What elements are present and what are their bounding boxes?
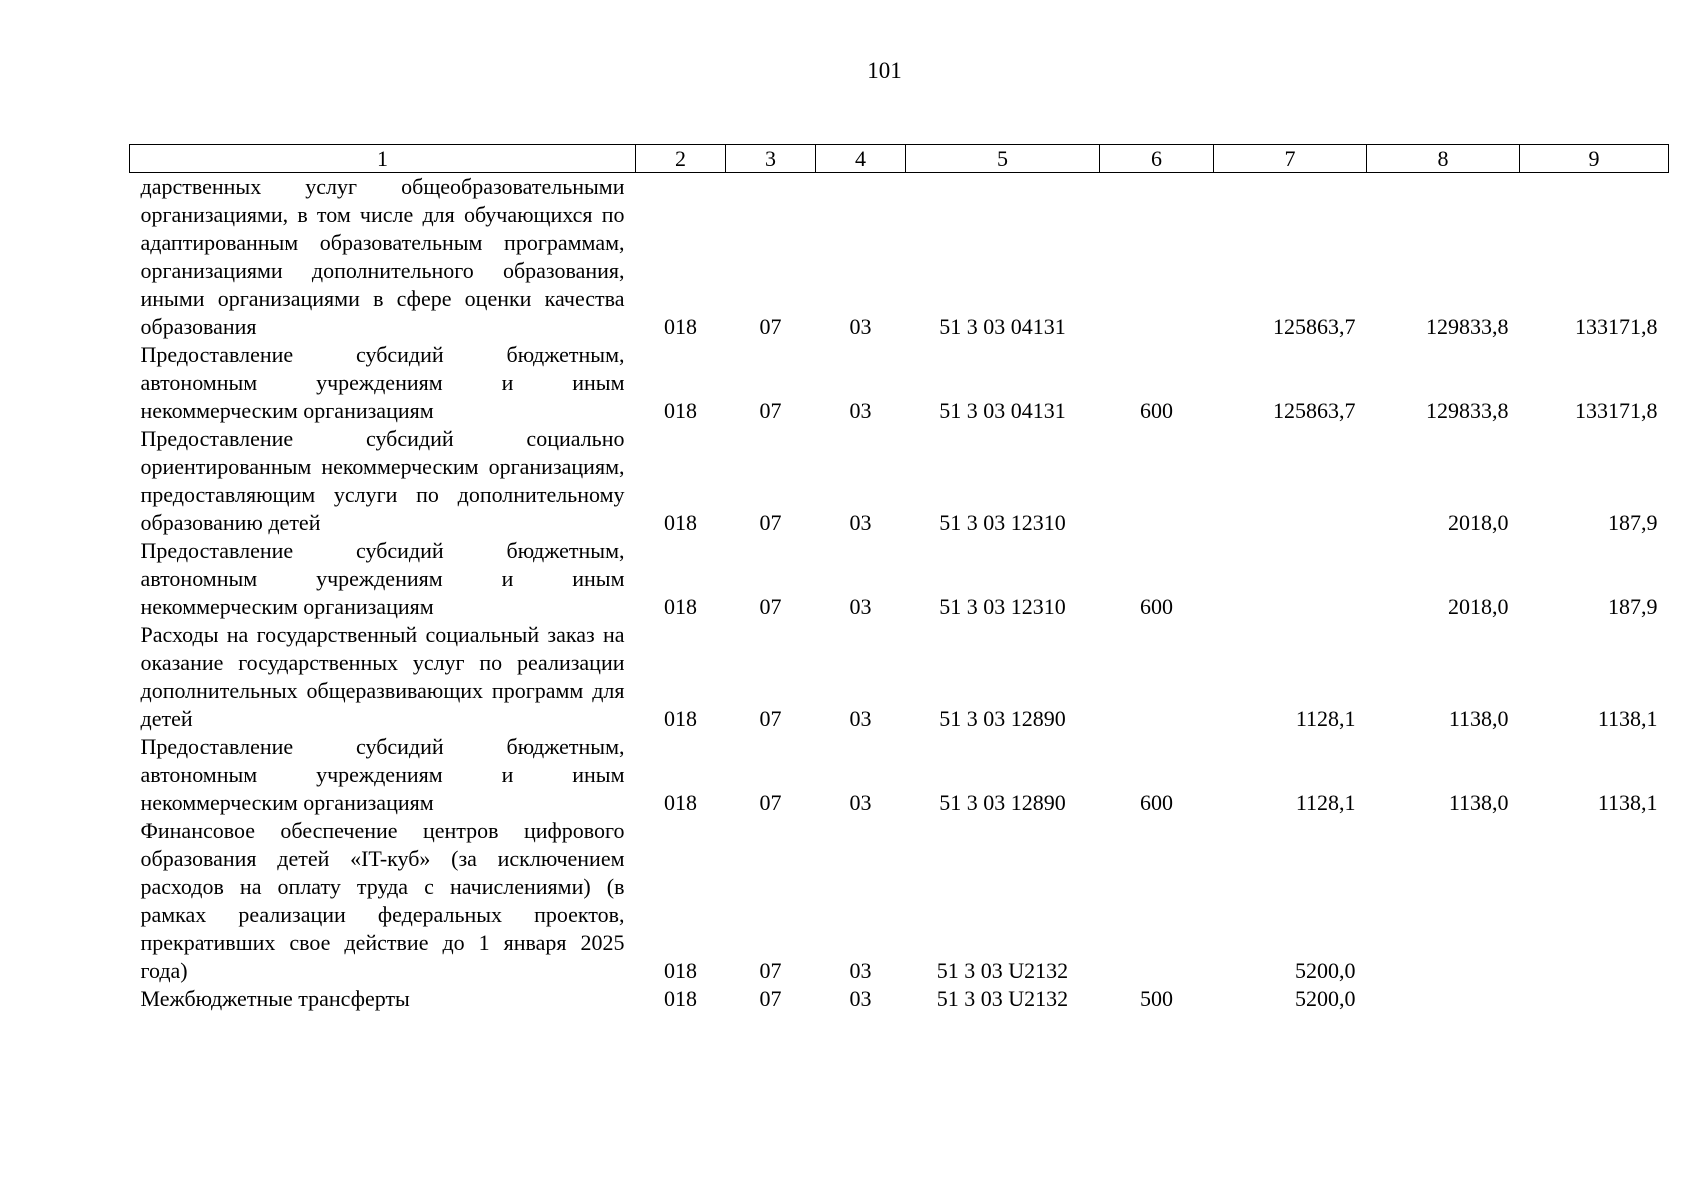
table-row xyxy=(130,425,1669,537)
row-expense-type xyxy=(1100,173,1214,342)
row-amount-col7: 125863,7 xyxy=(1273,398,1356,423)
row-target-article: 51 3 03 04131 xyxy=(939,314,1066,339)
row-subsection-code: 03 xyxy=(849,398,872,423)
row-subsection-code: 03 xyxy=(849,314,872,339)
row-expense-type: 600 xyxy=(1140,594,1173,619)
row-target-article: 51 3 03 12310 xyxy=(939,510,1066,535)
header-col-8: 8 xyxy=(1367,145,1520,173)
row-amount-col9: 1138,1 xyxy=(1597,706,1658,731)
table-row xyxy=(130,621,1669,733)
row-amount-col7 xyxy=(1214,537,1367,621)
row-name: Предоставление субсидий бюджетным, автономным учреждениям и иным некоммерческим организациям xyxy=(140,734,625,815)
row-ministry-code: 018 xyxy=(664,790,697,815)
table-row xyxy=(130,173,1669,342)
row-amount-col9: 187,9 xyxy=(1608,510,1658,535)
row-subsection-code: 03 xyxy=(849,706,872,731)
row-name: Предоставление субсидий бюджетным, автономным учреждениям и иным некоммерческим организациям xyxy=(140,538,625,619)
header-col-2: 2 xyxy=(636,145,726,173)
row-ministry-code: 018 xyxy=(664,510,697,535)
row-amount-col8: 2018,0 xyxy=(1448,594,1509,619)
row-target-article: 51 3 03 12310 xyxy=(939,594,1066,619)
row-amount-col8: 129833,8 xyxy=(1426,314,1509,339)
row-amount-col7: 5200,0 xyxy=(1295,958,1356,983)
row-name: дарственных услуг общеобразовательными организациями, в том числе для обучающихся по адаптированным образовательным программам, организациями дополнительного образования, иными организациями в сфере оценки качества образования xyxy=(140,174,625,339)
row-amount-col9: 1138,1 xyxy=(1597,790,1658,815)
page-number: 101 xyxy=(867,58,902,83)
row-section-code: 07 xyxy=(759,510,782,535)
row-section-code: 07 xyxy=(759,790,782,815)
row-subsection-code: 03 xyxy=(849,958,872,983)
row-amount-col8 xyxy=(1367,985,1520,1013)
row-amount-col7: 1128,1 xyxy=(1295,790,1356,815)
table-row xyxy=(130,537,1669,621)
row-expense-type: 500 xyxy=(1140,986,1173,1011)
row-ministry-code: 018 xyxy=(664,958,697,983)
row-name: Финансовое обеспечение центров цифрового образования детей «IT-куб» (за исключением расходов на оплату труда с начислениями) (в рамках реализации федеральных проектов, прекративших свое действие до 1 января 2025 года) xyxy=(140,818,625,983)
header-col-4: 4 xyxy=(816,145,906,173)
header-col-1: 1 xyxy=(130,145,636,173)
row-section-code: 07 xyxy=(759,706,782,731)
row-subsection-code: 03 xyxy=(849,594,872,619)
header-col-5: 5 xyxy=(906,145,1100,173)
row-expense-type xyxy=(1100,621,1214,733)
row-target-article: 51 3 03 12890 xyxy=(939,790,1066,815)
row-expense-type: 600 xyxy=(1140,398,1173,423)
row-subsection-code: 03 xyxy=(849,790,872,815)
row-name: Межбюджетные трансферты xyxy=(140,986,410,1011)
row-amount-col9 xyxy=(1520,817,1669,985)
row-subsection-code: 03 xyxy=(849,986,872,1011)
row-ministry-code: 018 xyxy=(664,594,697,619)
row-subsection-code: 03 xyxy=(849,510,872,535)
row-expense-type: 600 xyxy=(1140,790,1173,815)
row-name: Предоставление субсидий бюджетным, автономным учреждениям и иным некоммерческим организациям xyxy=(140,342,625,423)
row-expense-type xyxy=(1100,425,1214,537)
row-target-article: 51 3 03 04131 xyxy=(939,398,1066,423)
row-name: Предоставление субсидий социально ориентированным некоммерческим организациям, предоставляющим услуги по дополнительному образованию детей xyxy=(140,426,625,535)
row-amount-col8 xyxy=(1367,817,1520,985)
header-col-9: 9 xyxy=(1520,145,1669,173)
table-header xyxy=(130,145,1669,173)
row-section-code: 07 xyxy=(759,986,782,1011)
row-ministry-code: 018 xyxy=(664,986,697,1011)
header-col-3: 3 xyxy=(726,145,816,173)
row-amount-col8: 1138,0 xyxy=(1448,706,1509,731)
row-name: Расходы на государственный социальный заказ на оказание государственных услуг по реализации дополнительных общеразвивающих программ для детей xyxy=(140,622,625,731)
row-section-code: 07 xyxy=(759,398,782,423)
row-section-code: 07 xyxy=(759,958,782,983)
row-ministry-code: 018 xyxy=(664,398,697,423)
table-row xyxy=(130,341,1669,425)
row-ministry-code: 018 xyxy=(664,314,697,339)
row-amount-col9 xyxy=(1520,985,1669,1013)
header-col-6: 6 xyxy=(1100,145,1214,173)
row-amount-col7: 1128,1 xyxy=(1295,706,1356,731)
row-target-article: 51 3 03 U2132 xyxy=(936,986,1069,1011)
table-row xyxy=(130,733,1669,817)
row-amount-col7: 125863,7 xyxy=(1273,314,1356,339)
row-target-article: 51 3 03 12890 xyxy=(939,706,1066,731)
row-target-article: 51 3 03 U2132 xyxy=(936,958,1069,983)
row-amount-col9: 133171,8 xyxy=(1575,314,1658,339)
row-amount-col9: 133171,8 xyxy=(1575,398,1658,423)
header-row xyxy=(130,145,1669,173)
row-section-code: 07 xyxy=(759,594,782,619)
row-amount-col7 xyxy=(1214,425,1367,537)
row-section-code: 07 xyxy=(759,314,782,339)
row-ministry-code: 018 xyxy=(664,706,697,731)
row-amount-col8: 1138,0 xyxy=(1448,790,1509,815)
header-col-7: 7 xyxy=(1214,145,1367,173)
table-row xyxy=(130,817,1669,985)
table-row xyxy=(130,985,1669,1013)
row-amount-col7: 5200,0 xyxy=(1295,986,1356,1011)
budget-table xyxy=(129,144,1669,1013)
row-amount-col8: 129833,8 xyxy=(1426,398,1509,423)
row-amount-col9: 187,9 xyxy=(1608,594,1658,619)
table-body xyxy=(130,173,1669,1014)
row-amount-col8: 2018,0 xyxy=(1448,510,1509,535)
row-expense-type xyxy=(1100,817,1214,985)
